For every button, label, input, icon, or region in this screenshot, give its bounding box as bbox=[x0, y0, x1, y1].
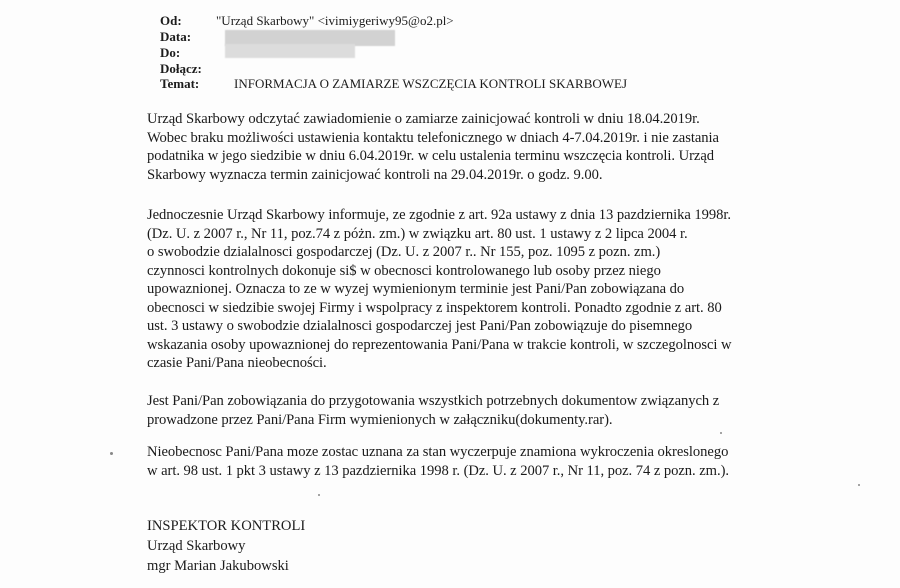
scan-speck bbox=[110, 452, 113, 455]
text-line: Wobec braku możliwości ustawienia kontaktu telefonicznego w dniach 4-7.04.2019r. i nie zastania bbox=[147, 129, 719, 146]
signature-block bbox=[147, 516, 305, 576]
text-line: czasie Pani/Pana nieobecności. bbox=[147, 355, 327, 371]
paragraph-1 bbox=[147, 110, 847, 184]
subject-row bbox=[160, 77, 627, 91]
date-row bbox=[160, 30, 216, 44]
text-line: wskazania osoby upowaznionej do reprezentowania Pani/Pana w trakcie kontroli, w szczegolnosci w bbox=[147, 336, 732, 353]
redaction-block bbox=[225, 44, 355, 58]
text-line: (Dz. U. z 2007 r., Nr 11, poz.74 z póżn. zm.) w związku art. 80 ust. 1 ustawy z 2 lipca 2004 r. bbox=[147, 225, 688, 242]
paragraph-2 bbox=[147, 206, 847, 373]
text-line: czynnosci kontrolnych dokonuje si$ w obecnosci kontrolowanego lub osoby przez niego bbox=[147, 262, 661, 279]
subject-label: Temat: bbox=[160, 76, 200, 91]
text-line: w art. 98 ust. 1 pkt 3 ustawy z 13 pazdziernika 1998 r. (Dz. U. z 2007 r., Nr 11, poz. 74 z pozn. zm.). bbox=[147, 462, 729, 479]
to-label: Do: bbox=[160, 45, 181, 60]
scan-speck bbox=[858, 484, 860, 486]
text-line: upowaznionej. Oznacza to ze w wyzej wymienionym terminie jest Pani/Pan zobowiązana do bbox=[147, 281, 685, 297]
attach-label: Dołącz: bbox=[160, 61, 202, 76]
signature-name: mgr Marian Jakubowski bbox=[147, 558, 289, 574]
attach-row bbox=[160, 62, 216, 76]
text-line: podatnika w jego siedzibie w dniu 6.04.2019r. w celu ustalenia terminu wszczęcia kontroli. Urząd bbox=[147, 148, 715, 164]
text-line: Skarbowy wyznacza termin zainicjować kontroli na 29.04.2019r. o godz. 9.00. bbox=[147, 166, 603, 183]
text-line: ust. 3 ustawy o swobodzie dzialalnosci gospodarczej jest Pani/Pan zobowiązuje do pisemnego bbox=[147, 318, 693, 334]
date-label: Data: bbox=[160, 29, 192, 44]
text-line: Jednoczesnie Urząd Skarbowy informuje, ze zgodnie z art. 92a ustawy z dnia 13 pazdziernika 1998r. bbox=[147, 207, 731, 223]
paragraph-3 bbox=[147, 392, 847, 429]
text-line: o swobodzie dzialalnosci gospodarczej (Dz. U. z 2007 r.. Nr 155, poz. 1095 z pozn. zm.) bbox=[147, 244, 661, 260]
text-line: prowadzone przez Pani/Pana Firm wymienionych w załączniku(dokumenty.rar). bbox=[147, 411, 613, 428]
text-line: Jest Pani/Pan zobowiązania do przygotowania wszystkich potrzebnych dokumentow związanych z bbox=[147, 393, 720, 409]
signature-title: INSPEKTOR KONTROLI bbox=[147, 518, 306, 534]
to-row bbox=[160, 46, 216, 60]
scan-speck bbox=[720, 432, 722, 434]
scan-speck bbox=[318, 494, 320, 496]
signature-office: Urząd Skarbowy bbox=[147, 538, 246, 554]
text-line: obecnosci w siedzibie swojej Firmy i wspolpracy z inspektorem kontroli. Ponadto zgodnie z art. 80 bbox=[147, 299, 722, 316]
paragraph-4 bbox=[147, 443, 847, 480]
text-line: Urząd Skarbowy odczytać zawiadomienie o zamiarze zainicjować kontroli w dniu 18.04.2019r. bbox=[147, 111, 700, 127]
from-row bbox=[160, 14, 454, 28]
subject-value: INFORMACJA O ZAMIARZE WSZCZĘCIA KONTROLI SKARBOWEJ bbox=[234, 76, 628, 91]
text-line: Nieobecnosc Pani/Pana moze zostac uznana za stan wyczerpuje znamiona wykroczenia okreslonego bbox=[147, 444, 729, 460]
from-value: "Urząd Skarbowy" <ivimiygeriwy95@o2.pl> bbox=[216, 13, 454, 28]
from-label: Od: bbox=[160, 13, 182, 28]
